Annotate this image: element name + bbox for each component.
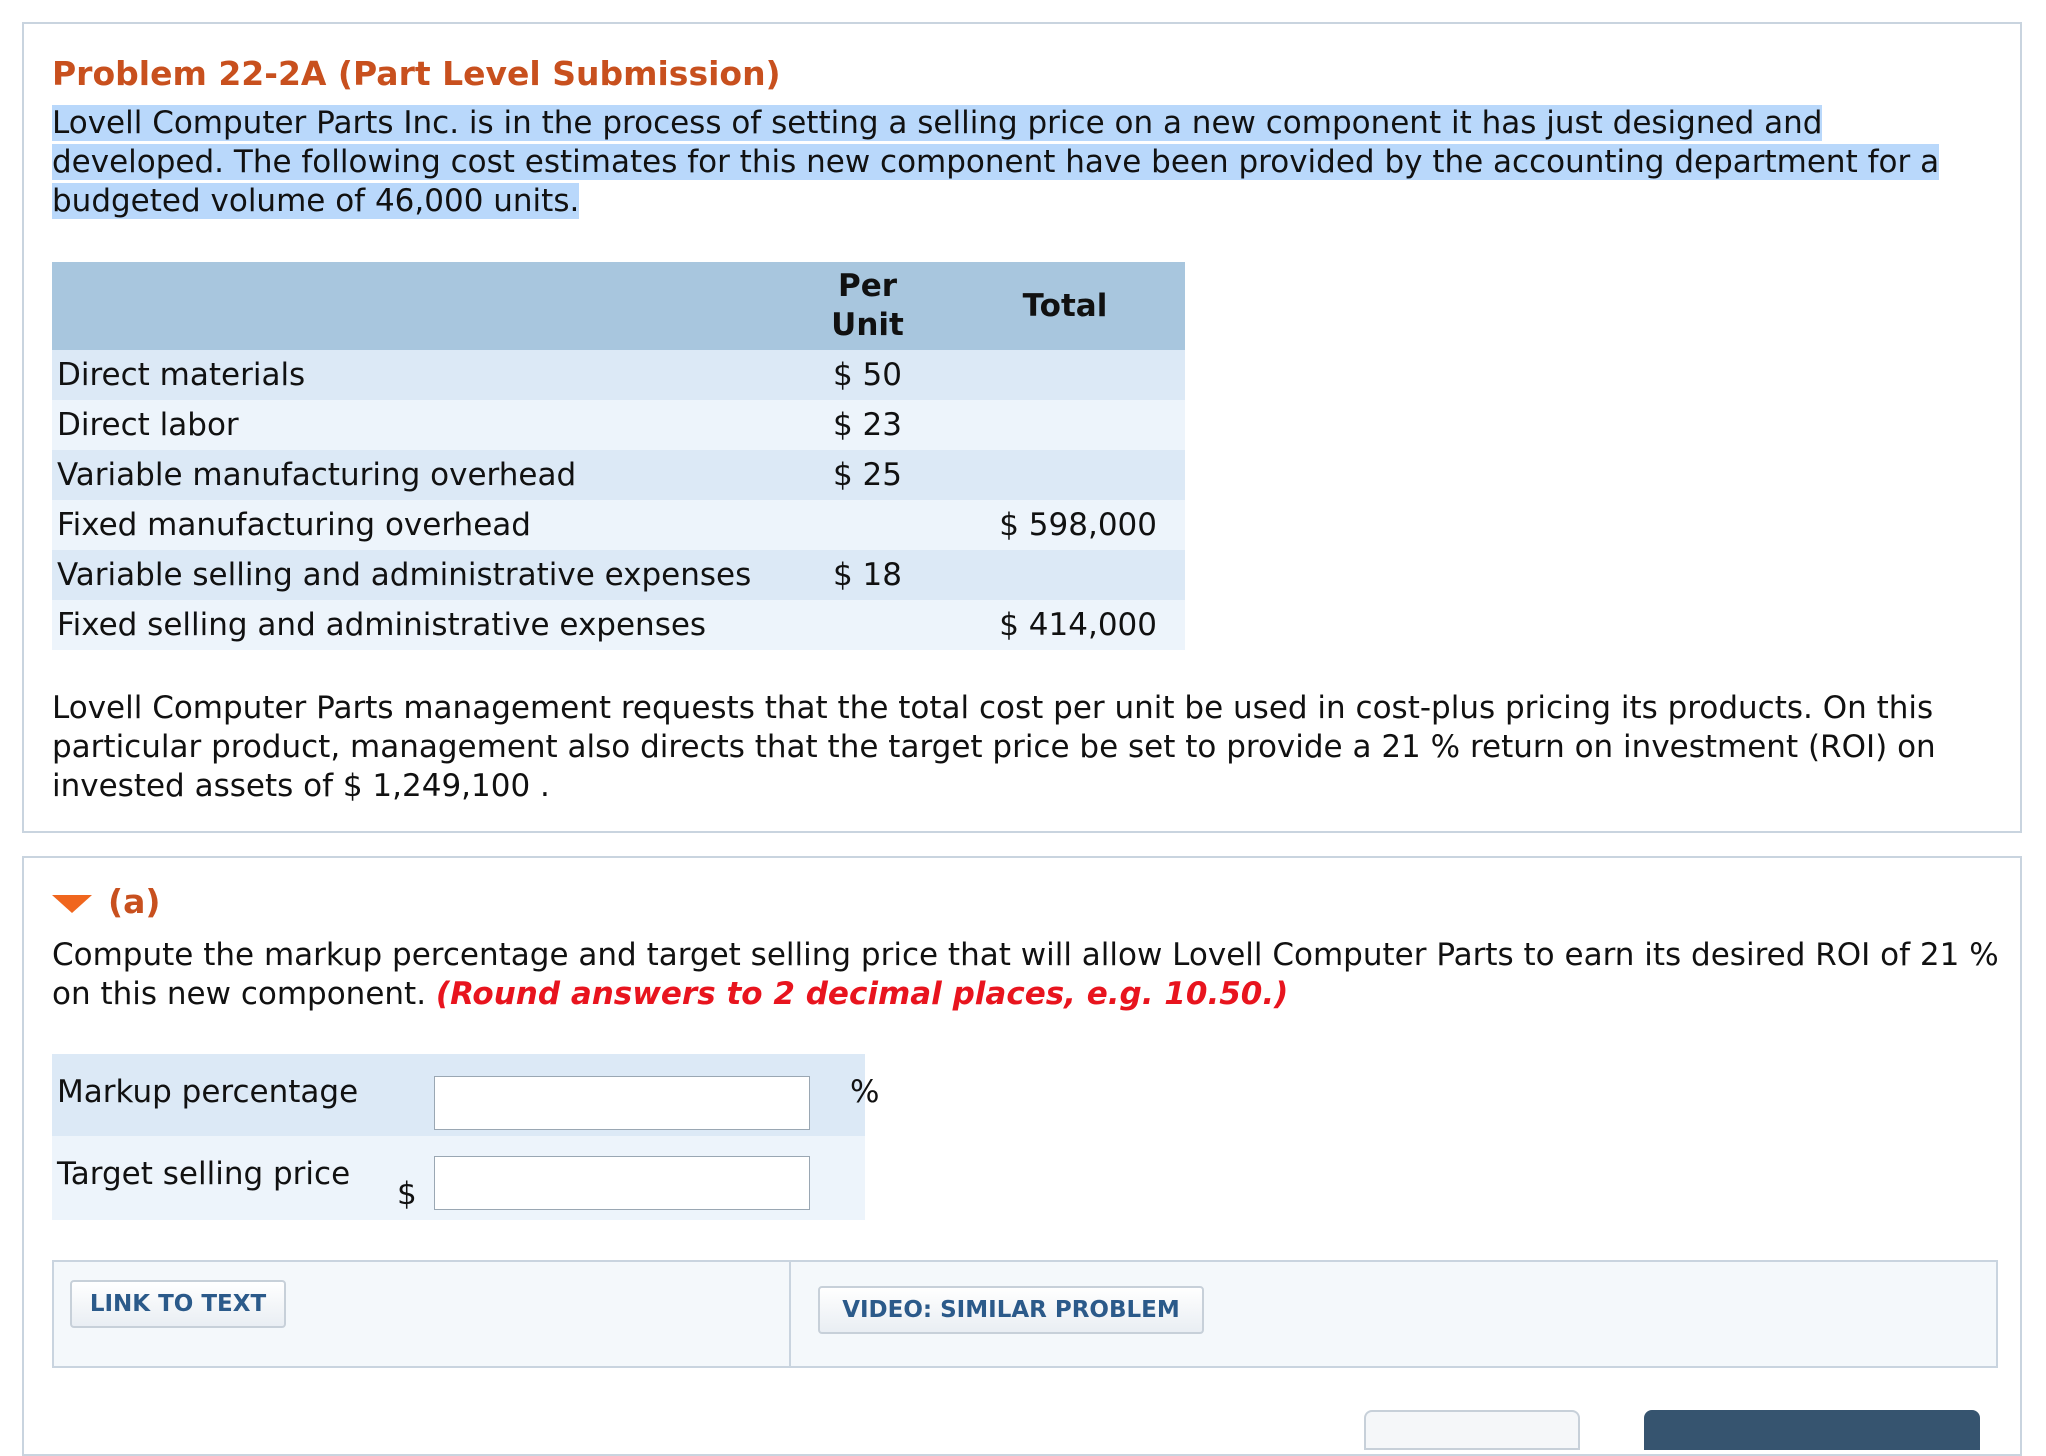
row-label: Fixed manufacturing overhead [52, 500, 790, 550]
row-per-unit: $ 50 [790, 350, 945, 400]
row-total: $ 598,000 [945, 500, 1185, 550]
intro-text-highlighted[interactable]: Lovell Computer Parts Inc. is in the process of setting a selling price on a new component it has just designed and developed. The following cost estimates for this new component have been provided by the accounting department for a budgeted volume of 46,000 units. [52, 105, 1940, 219]
row-per-unit: $ 25 [790, 450, 945, 500]
row-per-unit: $ 18 [790, 550, 945, 600]
row-total: $ 414,000 [945, 600, 1185, 650]
answer-table [52, 1054, 880, 1220]
part-a-panel [22, 856, 2022, 1456]
video-similar-problem-button[interactable]: VIDEO: SIMILAR PROBLEM [818, 1286, 1204, 1334]
part-a-instruction [52, 936, 2012, 1014]
price-label: Target selling price [57, 1156, 351, 1192]
row-per-unit [790, 500, 945, 550]
row-label: Direct materials [52, 350, 790, 400]
header-label [52, 262, 790, 350]
problem-panel [22, 22, 2022, 833]
row-label: Variable selling and administrative expenses [52, 550, 790, 600]
cost-estimates-table [52, 262, 1185, 650]
dollar-prefix: $ [397, 1176, 417, 1212]
markup-row [52, 1054, 880, 1136]
header-total: Total [945, 262, 1185, 350]
problem-closing-text: Lovell Computer Parts management requests that the total cost per unit be used in cost-plus pricing its products. On this particular product, management also directs that the target price be set to provide a 21 % return on investment (ROI) on invested assets of $ 1,249,100 . [52, 690, 1936, 804]
instruction-text: Compute the markup percentage and target selling price that will allow Lovell Computer Parts to earn its desired ROI of 21 % on this new component. [52, 937, 1999, 1012]
header-per-unit: Per Unit [790, 262, 945, 350]
rounding-note: (Round answers to 2 decimal places, e.g. 10.50.) [435, 976, 1289, 1012]
row-total [945, 400, 1185, 450]
table-row [52, 550, 1185, 600]
primary-action-button[interactable] [1644, 1410, 1980, 1450]
row-total [945, 450, 1185, 500]
part-a-header[interactable] [52, 882, 160, 921]
row-total [945, 550, 1185, 600]
row-per-unit [790, 600, 945, 650]
row-label: Direct labor [52, 400, 790, 450]
row-label: Fixed selling and administrative expenses [52, 600, 790, 650]
table-row [52, 400, 1185, 450]
collapse-triangle-icon[interactable] [52, 895, 92, 913]
table-row [52, 500, 1185, 550]
resources-divider [789, 1262, 791, 1366]
table-row [52, 350, 1185, 400]
row-total [945, 350, 1185, 400]
percent-unit: % [850, 1074, 880, 1110]
row-label: Variable manufacturing overhead [52, 450, 790, 500]
table-row [52, 450, 1185, 500]
markup-label: Markup percentage [57, 1074, 359, 1110]
row-per-unit: $ 23 [790, 400, 945, 450]
part-a-label: (a) [108, 882, 161, 921]
problem-intro [52, 104, 1996, 221]
markup-percentage-input[interactable] [434, 1076, 810, 1130]
target-selling-price-input[interactable] [434, 1156, 810, 1210]
link-to-text-button[interactable]: LINK TO TEXT [70, 1280, 286, 1328]
problem-title: Problem 22-2A (Part Level Submission) [52, 54, 781, 93]
table-row [52, 600, 1185, 650]
table-header-row [52, 262, 1185, 350]
price-row [52, 1136, 865, 1220]
resources-bar [52, 1260, 1998, 1368]
secondary-action-button[interactable] [1364, 1410, 1580, 1450]
